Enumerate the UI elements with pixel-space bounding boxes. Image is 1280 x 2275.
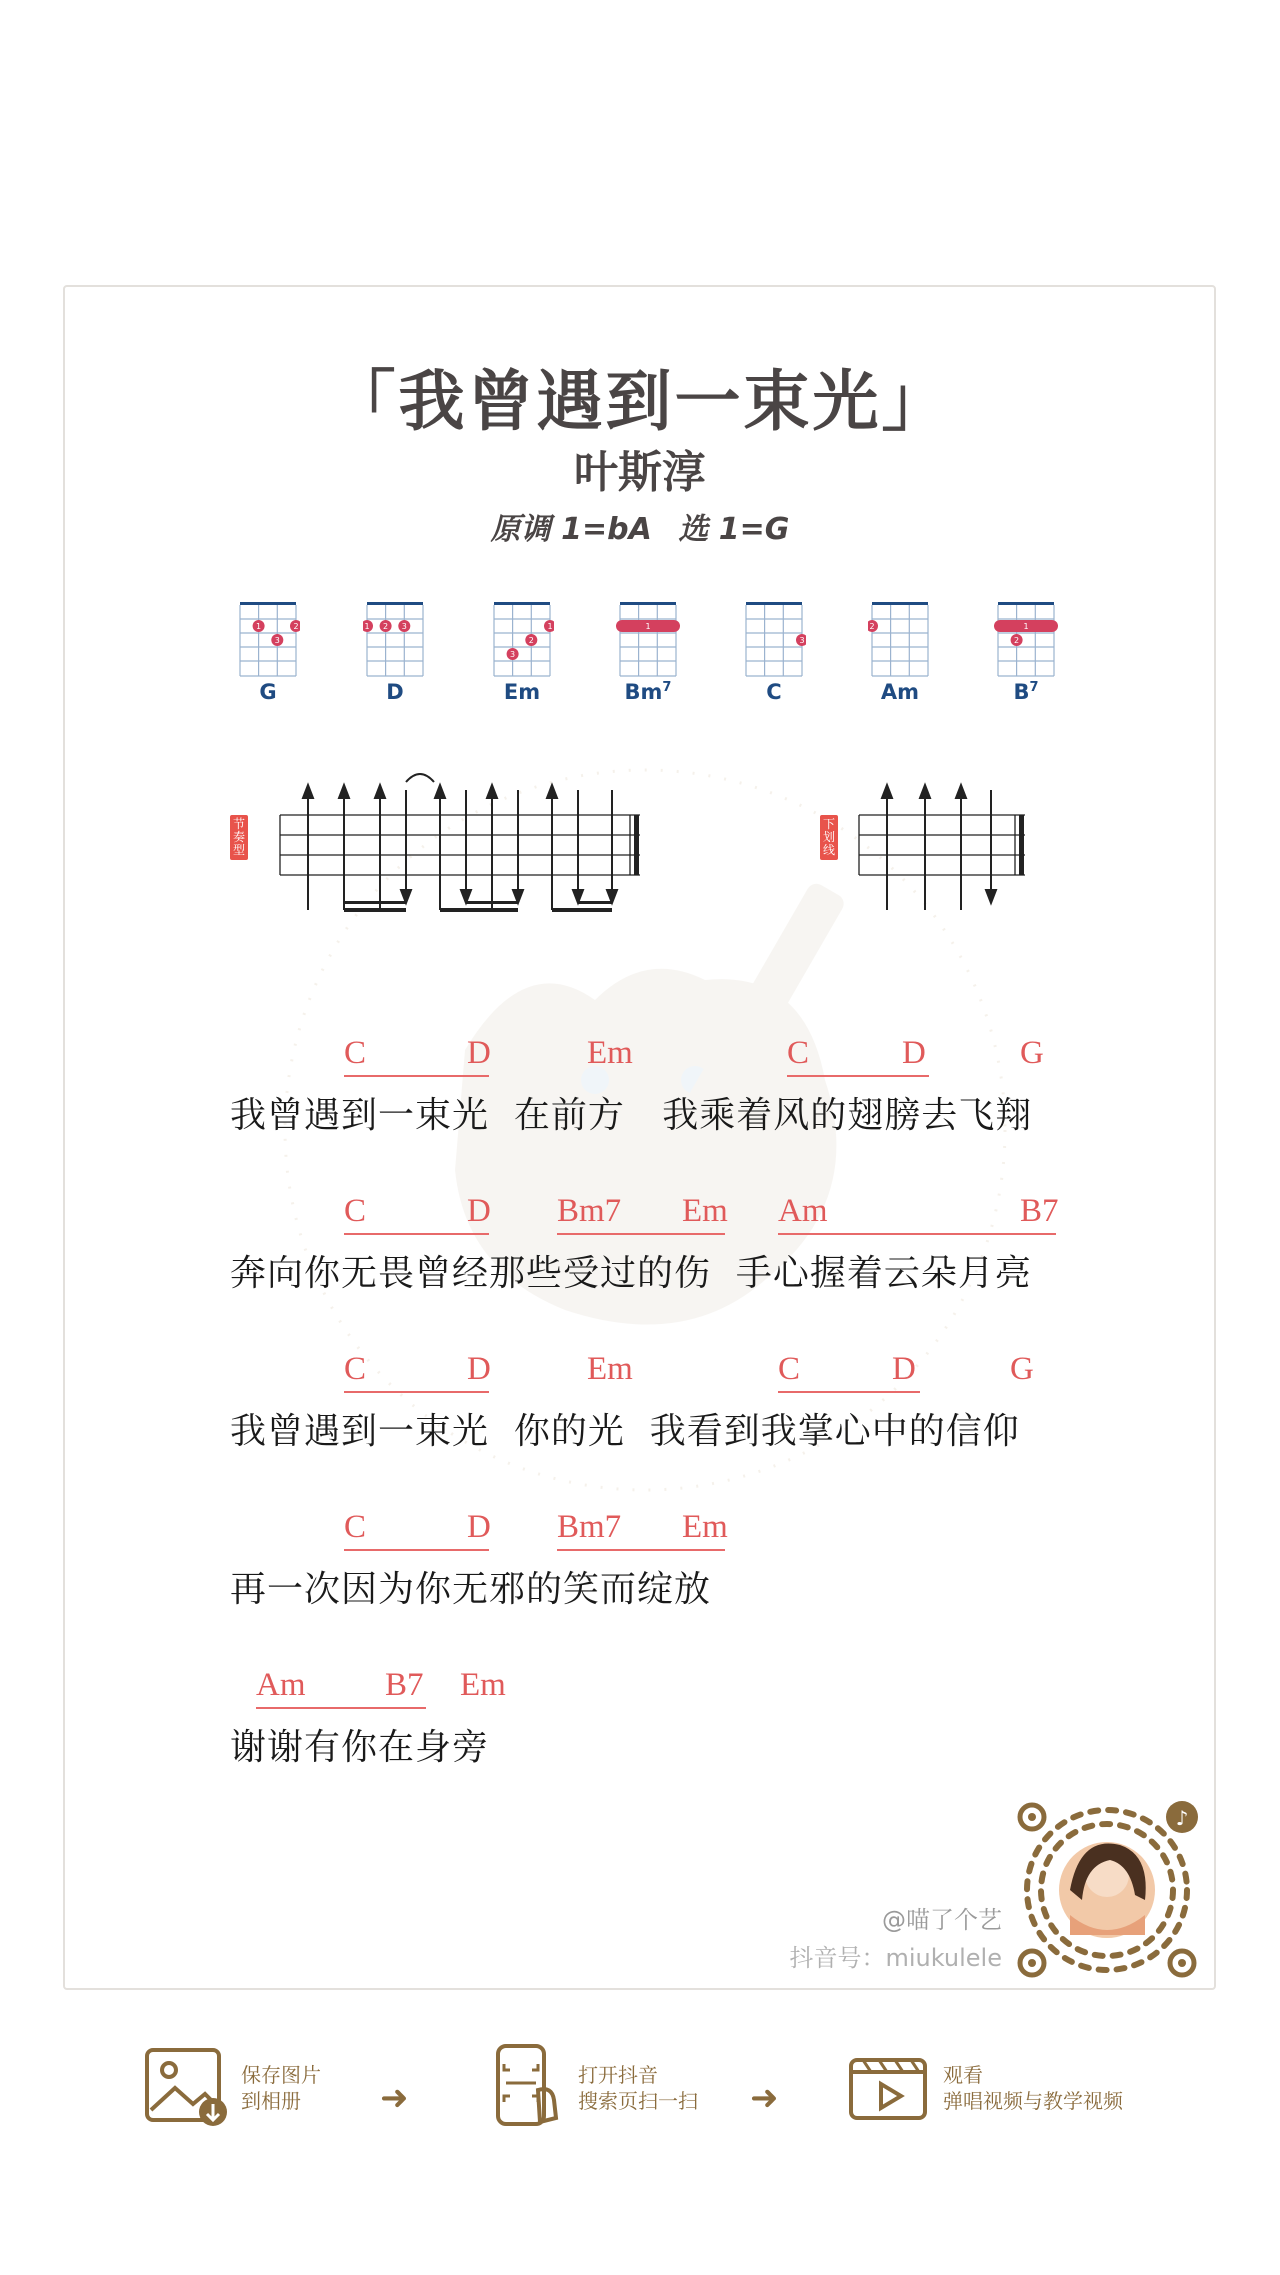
chord-label: D (467, 1351, 491, 1387)
chord-superscript: 7 (662, 680, 672, 695)
rhythm-tag-right: 下划线 (820, 815, 838, 860)
key-info (0, 504, 1280, 548)
svg-text:3: 3 (510, 650, 516, 659)
svg-text:1: 1 (364, 622, 370, 631)
arrow-right-icon: ➜ (380, 2078, 409, 2118)
chord-name: B (1013, 680, 1030, 704)
step2-line2: 搜索页扫一扫 (578, 2089, 698, 2113)
lyric-text: 我曾遇到一束光 在前方 我乘着风的翅膀去飞翔 (230, 1095, 1033, 1136)
lyric-line-4 (230, 1509, 1130, 1667)
chord-diagram-bm7 (608, 600, 688, 704)
chord-label: Bm7 (557, 1193, 622, 1229)
chord-label: D (467, 1509, 491, 1545)
chord-underline (344, 1549, 489, 1551)
rhythm-patterns (0, 770, 1280, 940)
chord-label: B7 (385, 1667, 424, 1703)
lyric-line-2 (230, 1193, 1130, 1351)
step-open-douyin (480, 2040, 740, 2140)
step3-line2: 弹唱视频与教学视频 (943, 2089, 1123, 2113)
lyric-text: 再一次因为你无邪的笑而绽放 (230, 1569, 712, 1610)
chord-label: G (1020, 1035, 1044, 1071)
step1-line2: 到相册 (241, 2089, 301, 2113)
chord-name: Bm (624, 680, 663, 704)
chord-name: G (259, 680, 277, 704)
chord-underline (787, 1075, 929, 1077)
fretboard-icon (994, 600, 1058, 678)
chord-diagram-em (482, 600, 562, 704)
lyrics-section (230, 1035, 1130, 1825)
chord-label: C (778, 1351, 801, 1387)
chord-underline (256, 1707, 426, 1709)
svg-text:2: 2 (1014, 636, 1020, 645)
chord-underline (344, 1233, 489, 1235)
chord-label: G (1010, 1351, 1034, 1387)
chord-diagrams (0, 600, 1280, 720)
lyric-line-5 (230, 1667, 1130, 1825)
chord-label: Am (256, 1667, 306, 1703)
svg-text:2: 2 (383, 622, 389, 631)
original-key: 原调 1=bA (490, 512, 652, 547)
save-image-icon (143, 2040, 233, 2130)
chord-underline (557, 1233, 725, 1235)
rhythm-tag-left: 节奏型 (230, 815, 248, 860)
svg-text:1: 1 (645, 622, 651, 631)
lyric-text: 谢谢有你在身旁 (230, 1727, 490, 1768)
chord-diagram-d (355, 600, 435, 704)
step3-line1: 观看 (943, 2063, 983, 2087)
chord-diagram-c (734, 600, 814, 704)
chord-label: Em (682, 1509, 728, 1545)
chord-label: Em (460, 1667, 506, 1703)
chord-label: C (344, 1035, 367, 1071)
chord-label: Em (587, 1351, 633, 1387)
chord-superscript: 7 (1029, 680, 1039, 695)
chord-underline (557, 1549, 725, 1551)
chord-underline (344, 1075, 489, 1077)
chord-diagram-g (228, 600, 308, 704)
chord-underline (344, 1391, 489, 1393)
strum-pattern-icon (270, 770, 650, 940)
instructions-footer (0, 2040, 1280, 2150)
douyin-id: 抖音号：miukulele (789, 1944, 1002, 1972)
chord-underline (778, 1233, 1056, 1235)
strum-pattern-icon (855, 770, 1035, 940)
chord-label: C (344, 1193, 367, 1229)
step-save-image (143, 2040, 373, 2140)
chord-label: Em (587, 1035, 633, 1071)
song-title: 「我曾遇到一束光」 (329, 363, 951, 440)
svg-text:3: 3 (274, 636, 280, 645)
svg-text:3: 3 (401, 622, 407, 631)
artist-name: 叶斯淳 (574, 447, 706, 498)
fretboard-icon (490, 600, 554, 678)
svg-text:3: 3 (799, 636, 805, 645)
fretboard-icon (742, 600, 806, 678)
lyric-line-1 (230, 1035, 1130, 1193)
svg-text:2: 2 (293, 622, 299, 631)
author-handle: @喵了个艺 (882, 1906, 1002, 1934)
svg-text:1: 1 (1023, 622, 1029, 631)
chord-label: D (467, 1193, 491, 1229)
arrow-right-icon: ➜ (750, 2078, 779, 2118)
chord-label: Bm7 (557, 1509, 622, 1545)
step2-line1: 打开抖音 (578, 2063, 658, 2087)
chord-label: C (344, 1509, 367, 1545)
chord-label: C (787, 1035, 810, 1071)
fretboard-icon (363, 600, 427, 678)
chord-name: Em (503, 680, 541, 704)
step1-line1: 保存图片 (241, 2063, 321, 2087)
chord-label: D (467, 1035, 491, 1071)
chord-label: C (344, 1351, 367, 1387)
chord-name: C (766, 680, 782, 704)
chord-label: Em (682, 1193, 728, 1229)
chord-label: D (902, 1035, 926, 1071)
chord-underline (778, 1391, 920, 1393)
chord-name: D (386, 680, 404, 704)
chord-diagram-b7 (986, 600, 1066, 704)
fretboard-icon (868, 600, 932, 678)
chord-label: B7 (1020, 1193, 1059, 1229)
step-watch-videos (845, 2040, 1175, 2140)
douyin-qr-code[interactable] (1010, 1795, 1205, 1985)
chord-label: D (892, 1351, 916, 1387)
lyric-text: 我曾遇到一束光 你的光 我看到我掌心中的信仰 (230, 1411, 1020, 1452)
svg-text:2: 2 (869, 622, 875, 631)
chord-name: Am (880, 680, 920, 704)
fretboard-icon (616, 600, 680, 678)
fretboard-icon (236, 600, 300, 678)
video-clapper-icon (845, 2040, 935, 2130)
svg-text:1: 1 (547, 622, 553, 631)
svg-text:2: 2 (528, 636, 534, 645)
scan-phone-icon (480, 2040, 570, 2130)
selected-key: 选 1=G (678, 512, 790, 547)
lyric-line-3 (230, 1351, 1130, 1509)
svg-text:1: 1 (256, 622, 262, 631)
chord-diagram-am (860, 600, 940, 704)
lyric-text: 奔向你无畏曾经那些受过的伤 手心握着云朵月亮 (230, 1253, 1032, 1294)
chord-label: Am (778, 1193, 828, 1229)
svg-text:♪: ♪ (1175, 1806, 1189, 1830)
